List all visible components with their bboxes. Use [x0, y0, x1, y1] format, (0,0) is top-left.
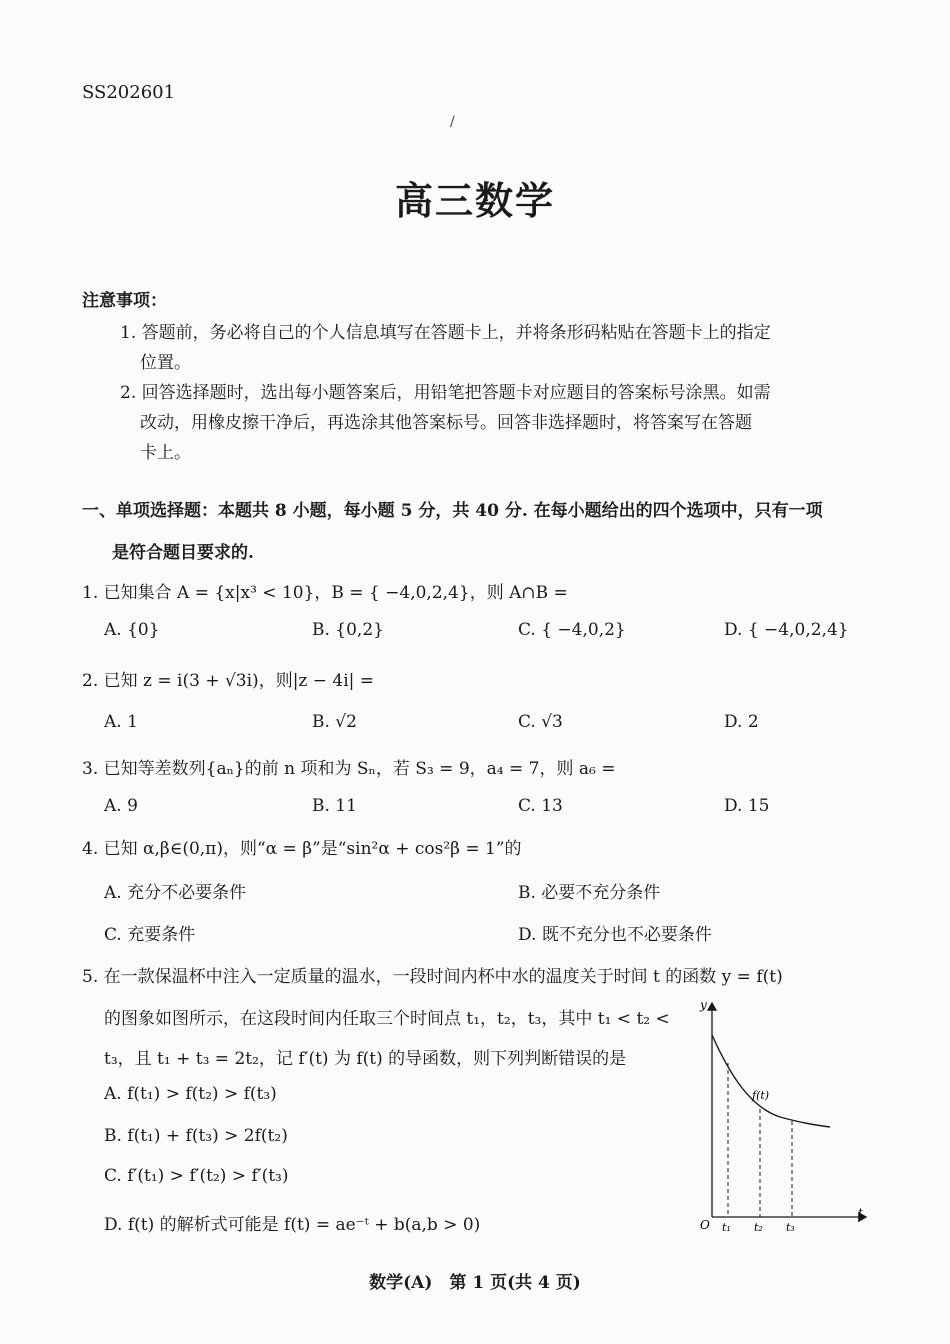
question-3-stem: 3. 已知等差数列{aₙ}的前 n 项和为 Sₙ，若 S₃ = 9，a₄ = 7，则 a₆ = [82, 759, 616, 779]
notice-heading: 注意事项： [82, 291, 167, 311]
question-1-option-d: D. { −4,0,2,4} [724, 620, 849, 640]
question-1-option-a: A. {0} [104, 620, 160, 640]
t2-label: t₂ [754, 1221, 763, 1234]
curve-label: f(t) [752, 1089, 770, 1102]
question-3-option-d: D. 15 [724, 796, 770, 816]
question-2-option-d: D. 2 [724, 712, 759, 732]
question-4-option-d: D. 既不充分也不必要条件 [518, 925, 712, 945]
origin-label: O [700, 1218, 710, 1232]
question-4-stem: 4. 已知 α,β∈(0,π)，则“α = β”是“sin²α + cos²β = 1”的 [82, 839, 522, 859]
question-5-option-a: A. f(t₁) > f(t₂) > f(t₃) [104, 1084, 277, 1104]
section-heading-line-1: 一、单项选择题：本题共 8 小题，每小题 5 分，共 40 分. 在每小题给出的四个选项中，只有一项 [82, 501, 823, 521]
question-1-stem: 1. 已知集合 A = {x|x³ < 10}，B = { −4,0,2,4}，则 A∩B = [82, 583, 568, 603]
curve-ft [712, 1035, 830, 1127]
question-3-option-a: A. 9 [104, 796, 138, 816]
question-2-option-a: A. 1 [104, 712, 138, 732]
question-1-option-b: B. {0,2} [312, 620, 384, 640]
question-5-option-b: B. f(t₁) + f(t₃) > 2f(t₂) [104, 1126, 288, 1146]
scan-mark: / [450, 114, 455, 130]
question-4-option-b: B. 必要不充分条件 [518, 883, 661, 903]
notice-line-1: 1. 答题前，务必将自己的个人信息填写在答题卡上，并将条形码粘贴在答题卡上的指定 [120, 323, 771, 343]
question-5-option-d: D. f(t) 的解析式可能是 f(t) = ae⁻ᵗ + b(a,b > 0) [104, 1215, 481, 1235]
notice-line-2: 位置。 [140, 353, 191, 373]
x-axis-label: t [858, 1206, 863, 1220]
question-5-stem-line-2: 的图象如图所示，在这段时间内任取三个时间点 t₁，t₂，t₃，其中 t₁ < t₂ < [104, 1009, 670, 1029]
t3-label: t₃ [786, 1221, 795, 1234]
notice-line-4: 改动，用橡皮擦干净后，再选涂其他答案标号。回答非选择题时，将答案写在答题 [140, 413, 752, 433]
function-graph [690, 995, 880, 1235]
t1-label: t₁ [722, 1221, 731, 1234]
question-1-option-c: C. { −4,0,2} [518, 620, 626, 640]
question-2-stem: 2. 已知 z = i(3 + √3i)，则|z − 4i| = [82, 671, 375, 691]
question-5-option-c: C. f′(t₁) > f′(t₂) > f′(t₃) [104, 1166, 289, 1186]
question-4-option-c: C. 充要条件 [104, 925, 196, 945]
question-4-option-a: A. 充分不必要条件 [104, 883, 247, 903]
section-heading-line-2: 是符合题目要求的. [112, 543, 254, 563]
y-axis-label: y [700, 998, 707, 1012]
question-5-stem-line-3: t₃，且 t₁ + t₃ = 2t₂，记 f′(t) 为 f(t) 的导函数，则下列判断错误的是 [104, 1049, 627, 1069]
question-3-option-c: C. 13 [518, 796, 563, 816]
page-footer: 数学(A) 第 1 页(共 4 页) [369, 1273, 581, 1293]
question-5-stem-line-1: 5. 在一款保温杯中注入一定质量的温水，一段时间内杯中水的温度关于时间 t 的函数 y = f(t) [82, 967, 783, 987]
exam-code: SS202601 [82, 82, 176, 103]
page-title: 高三数学 [394, 178, 555, 223]
question-2-option-c: C. √3 [518, 712, 563, 732]
question-2-option-b: B. √2 [312, 712, 357, 732]
notice-line-3: 2. 回答选择题时，选出每小题答案后，用铅笔把答题卡对应题目的答案标号涂黑。如需 [120, 383, 771, 403]
notice-line-5: 卡上。 [140, 443, 191, 463]
question-3-option-b: B. 11 [312, 796, 357, 816]
